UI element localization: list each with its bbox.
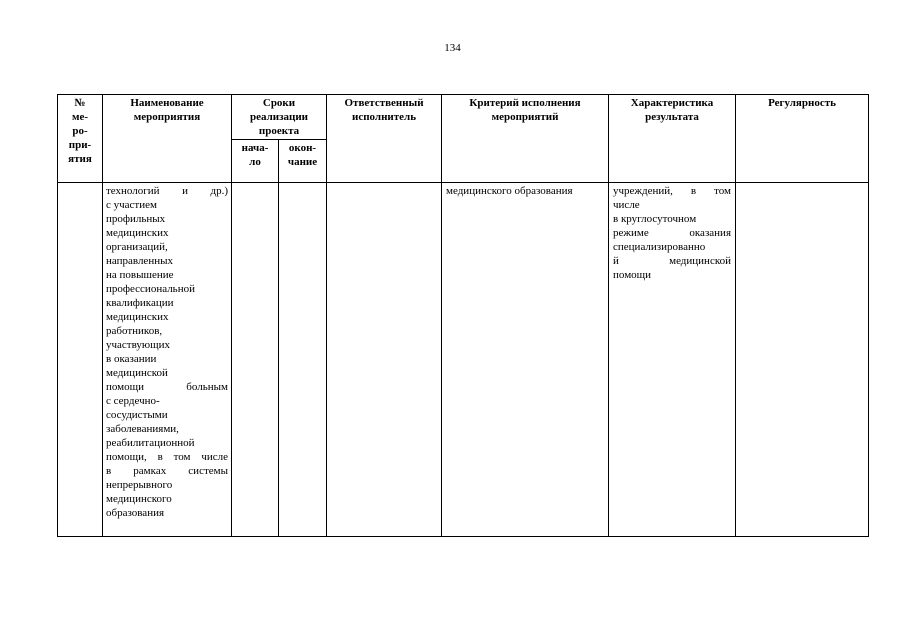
result-line: специализированно [613,241,706,253]
header-number-line: № [74,97,86,109]
cell-name [103,183,232,537]
header-terms-line: проекта [258,125,300,137]
result-line: учреждений, в том [613,185,732,197]
result-line: в круглосуточном [613,213,697,225]
header-responsible [327,95,442,183]
event-name-line: направленных [106,255,173,267]
page-number: 134 [444,42,461,54]
event-name-line: непрерывного [106,479,173,491]
header-number [58,95,103,183]
cell-regularity [736,183,869,537]
events-table [57,94,869,537]
result-line: числе [613,199,640,211]
result-line: режиме оказания [613,227,732,239]
header-responsible-line: исполнитель [351,111,417,123]
header-row [58,95,869,140]
header-end-line: чание [287,156,318,168]
event-name-line: медицинских [106,227,169,239]
event-name-line: с участием [106,199,157,211]
event-name-line: квалификации [106,297,174,309]
header-end [279,140,327,183]
event-name-line: образования [106,507,165,519]
header-criterion [442,95,609,183]
header-name-line: мероприятия [133,111,201,123]
header-result [609,95,736,183]
header-start-line: нача- [241,142,269,154]
cell-start [232,183,279,537]
event-name-line: профильных [106,213,166,225]
event-name-line: заболеваниями, [106,423,179,435]
header-number-line: ро- [72,125,88,137]
event-name-line: медицинской [106,367,168,379]
event-name-line: помощи больным [106,381,228,393]
cell-end [279,183,327,537]
result-line: помощи [613,269,652,281]
header-criterion-line: Критерий исполнения [469,97,581,109]
result-line: й медицинской [613,255,732,267]
header-regularity-line: Регулярность [768,97,836,109]
header-result-line: результата [645,111,699,123]
event-name-line: участвующих [106,339,170,351]
event-name-line: помощи, в том числе [106,451,228,463]
event-name-line: технологий и др.) [106,185,228,197]
header-name [103,95,232,183]
event-name-line: организаций, [106,241,168,253]
header-end-line: окон- [288,142,317,154]
header-criterion-line: мероприятий [491,111,559,123]
event-name-line: профессиональной [106,283,195,295]
header-start-line: ло [249,156,261,168]
event-name-line: на повышение [106,269,174,281]
header-terms-line: реализации [249,111,309,123]
table-row [58,183,869,537]
cell-responsible [327,183,442,537]
cell-result [609,183,736,537]
header-number-line: ятия [68,153,92,165]
cell-number [58,183,103,537]
header-number-line: при- [68,139,92,151]
header-terms-line: Сроки [262,97,296,109]
header-number-line: ме- [71,111,89,123]
header-name-line: Наименование [130,97,204,109]
event-name-line: в рамках системы [106,465,228,477]
event-name-line: медицинских [106,311,169,323]
cell-criterion [442,183,609,537]
event-name-line: работников, [106,325,163,337]
event-name-line: сосудистыми [106,409,168,421]
header-terms [232,95,327,140]
event-name-line: реабилитационной [106,437,195,449]
header-responsible-line: Ответственный [344,97,424,109]
header-start [232,140,279,183]
event-name-line: с сердечно- [106,395,160,407]
header-regularity [736,95,869,183]
event-name-line: медицинского [106,493,172,505]
criterion-text: медицинского образования [446,185,573,197]
header-result-line: Характеристика [630,97,714,109]
event-name-line: в оказании [106,353,157,365]
